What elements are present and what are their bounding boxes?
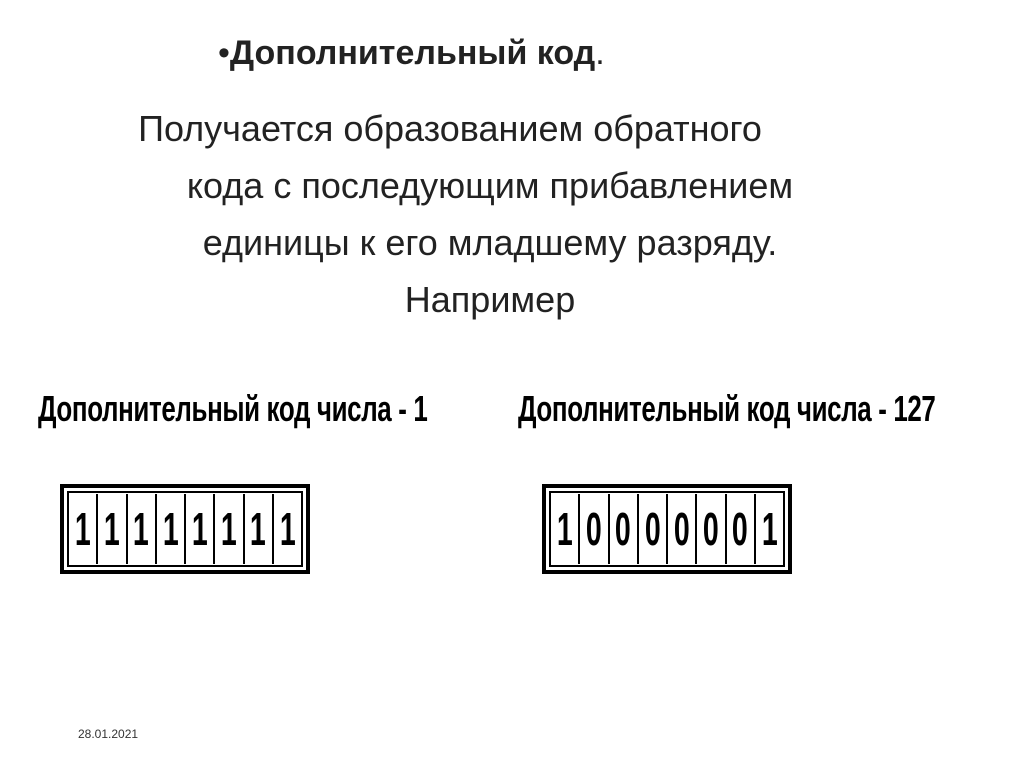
bit-cell: 0 [610,494,639,564]
bit-cell: 0 [727,494,756,564]
example-caption-minus-127: Дополнительный код числа - 127 [518,388,936,429]
bit-register-minus-1 [60,484,310,574]
bit-cell: 1 [551,494,580,564]
bullet-marker: • [218,34,230,72]
bit-register-minus-127 [542,484,792,574]
heading-title: Дополнительный код [229,34,596,72]
bit-cell: 1 [186,494,215,564]
bit-cell: 0 [668,494,697,564]
bit-cell: 1 [215,494,244,564]
definition-text [40,100,940,328]
bit-cell: 0 [697,494,726,564]
bit-cell: 1 [69,494,98,564]
bit-cell: 0 [580,494,609,564]
definition-line-4: Например [404,279,576,320]
definition-line-3: единицы к его младшему разряду. [202,222,778,263]
definition-line-2: кода с последующим прибавлением [186,165,794,206]
bit-cell: 0 [639,494,668,564]
heading-period: . [595,34,605,72]
definition-line-1: Получается образованием обратного [138,108,762,149]
bit-cell: 1 [157,494,186,564]
bit-cell: 1 [128,494,157,564]
slide-heading [218,34,605,73]
bit-cell: 1 [245,494,274,564]
bit-cell: 1 [761,503,778,555]
footer-date: 28.01.2021 [78,727,139,741]
bit-cell: 1 [279,503,296,555]
example-caption-minus-1: Дополнительный код числа - 1 [38,388,428,429]
bit-cell: 1 [98,494,127,564]
